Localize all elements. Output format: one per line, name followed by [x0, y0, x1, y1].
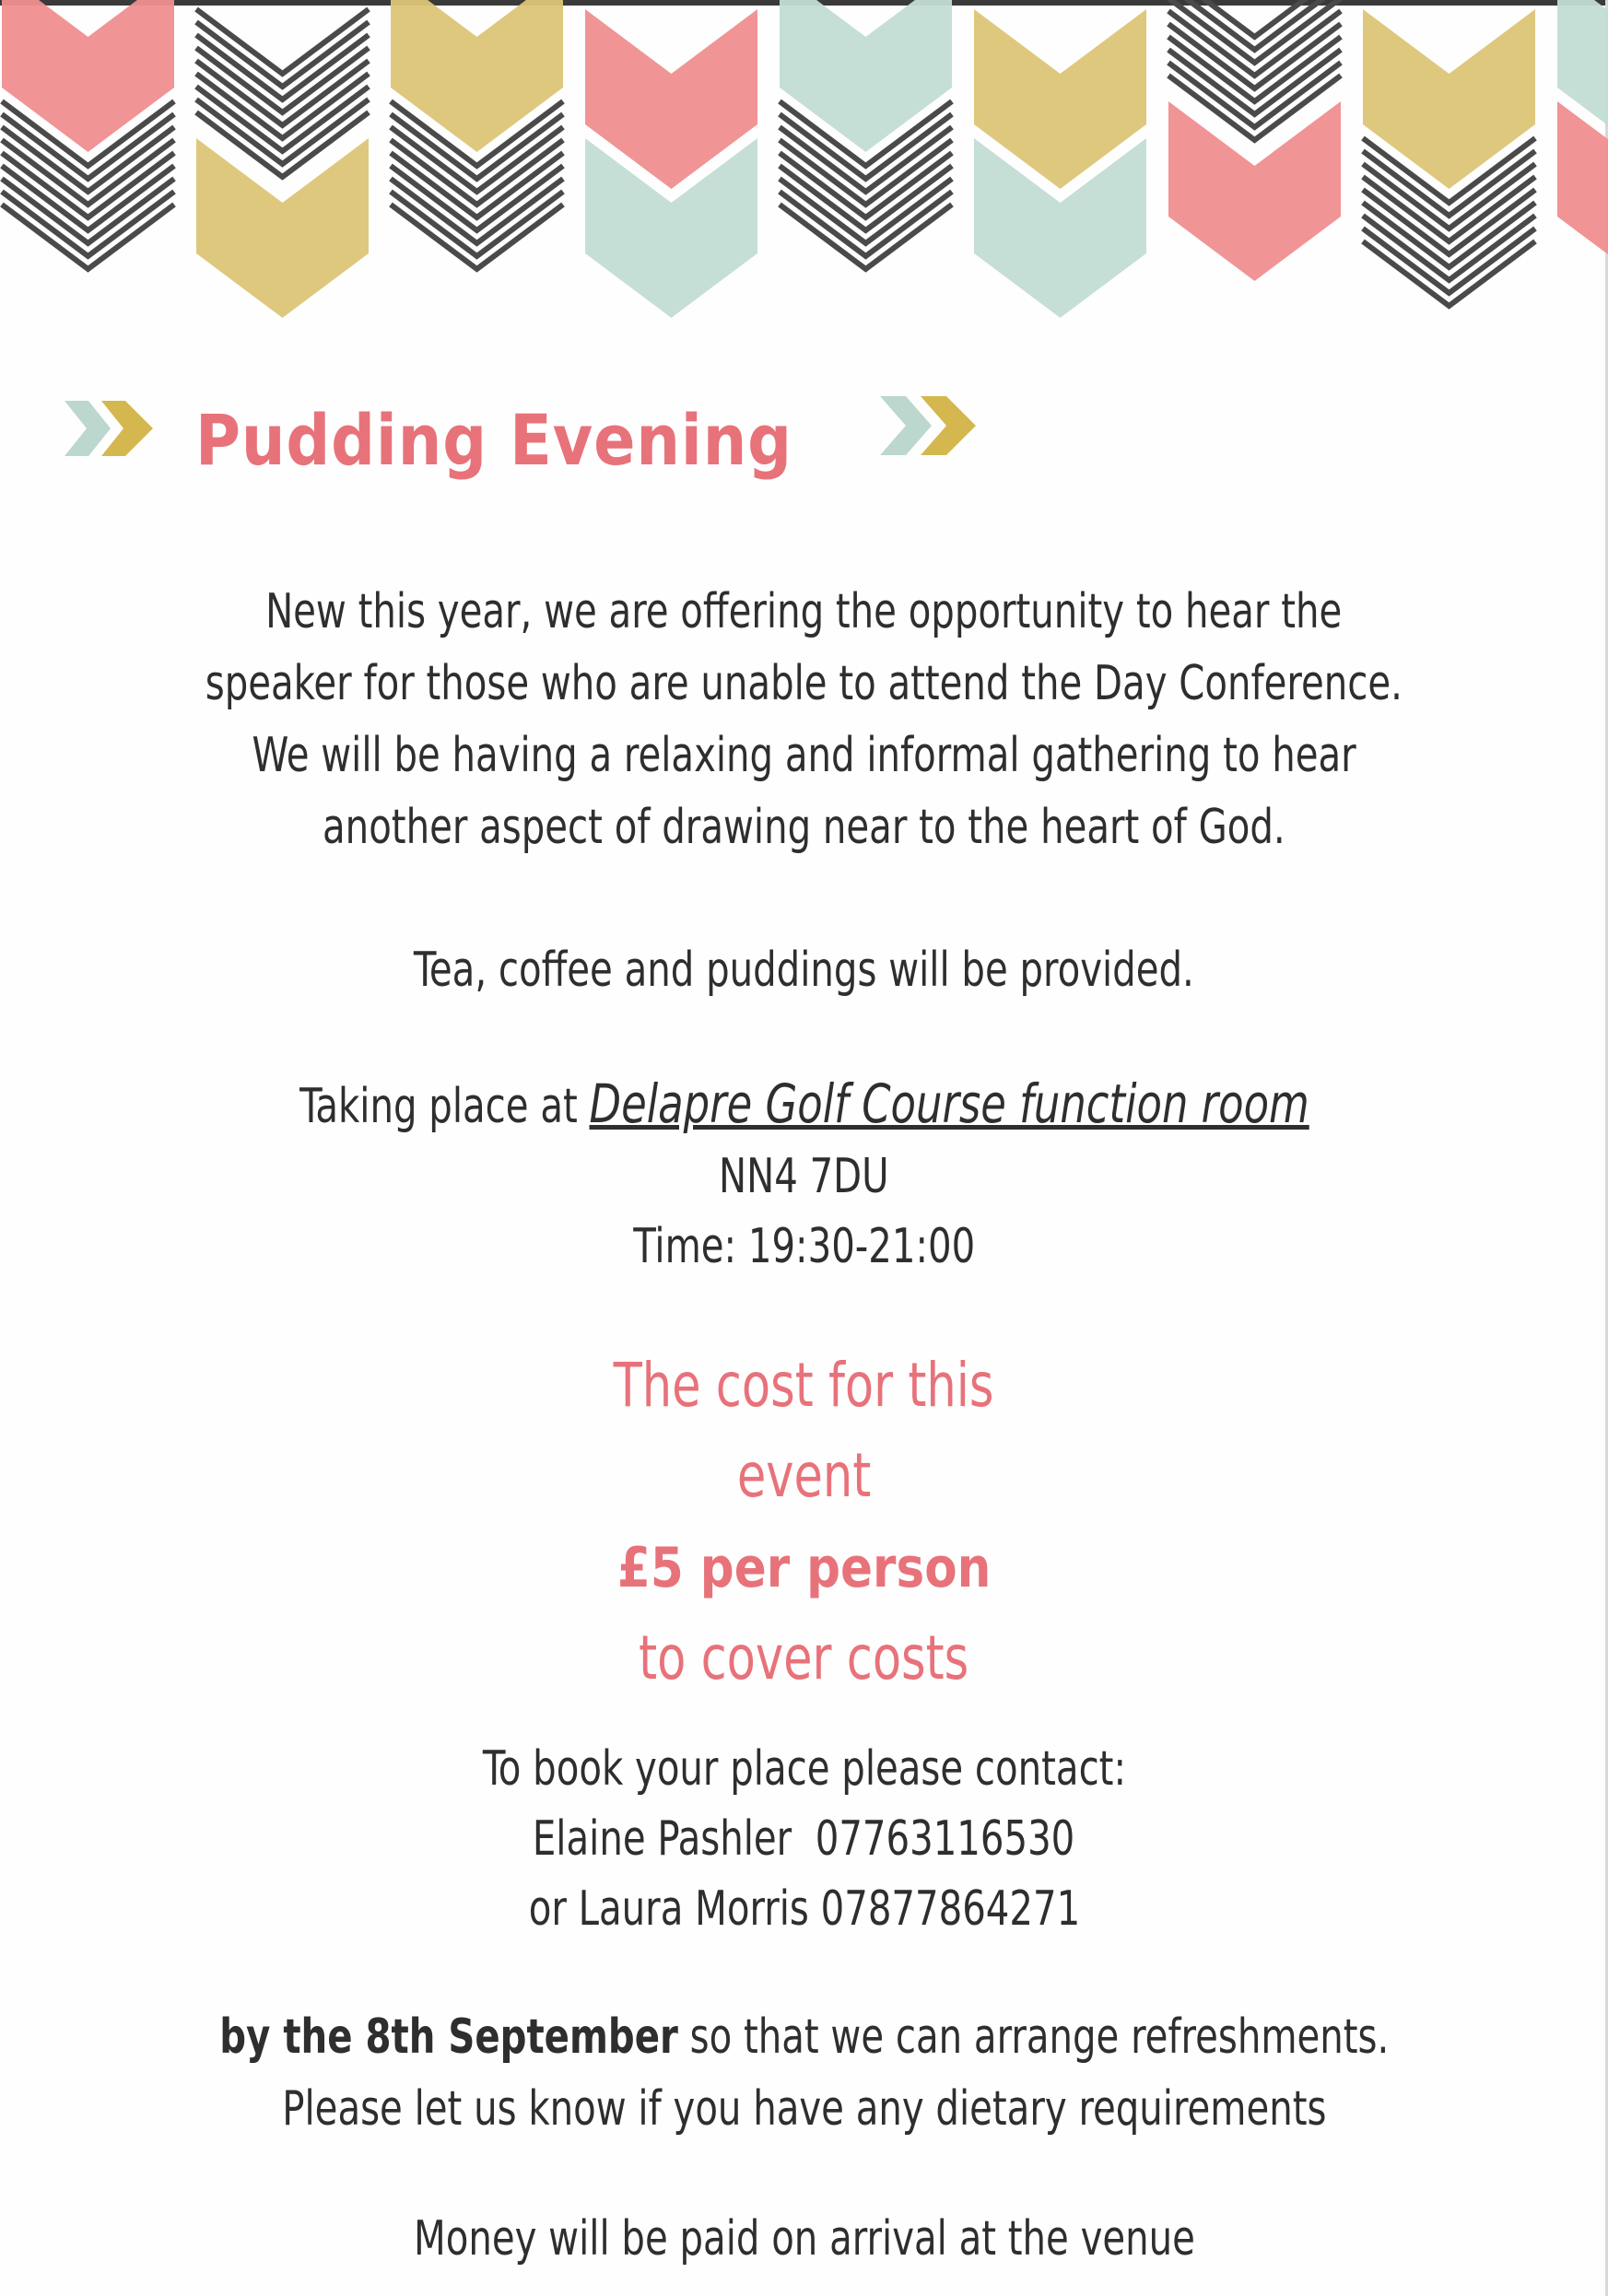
booking-heading: To book your place please contact:: [482, 1741, 1126, 1797]
venue-postcode: NN4 7DU: [719, 1149, 889, 1204]
mustard-chevron: [1363, 9, 1535, 189]
deadline-section: [0, 2001, 1608, 2145]
intro-line: New this year, we are offering the opportunity to hear the: [265, 584, 1343, 639]
intro-line: another aspect of drawing near to the heart of God.: [323, 800, 1285, 855]
payment-note: [0, 2207, 1608, 2271]
cost-line: The cost for this: [614, 1350, 994, 1421]
intro-line: We will be having a relaxing and informal gathering to hear: [252, 728, 1356, 783]
sage-chevron: [780, 0, 952, 152]
event-time: Time: 19:30-21:00: [632, 1219, 976, 1274]
double-chevron-icon: [65, 401, 157, 456]
refreshments-text: Tea, coffee and puddings will be provided.: [414, 943, 1194, 998]
booking-contact: Elaine Pashler 07763116530: [533, 1811, 1075, 1867]
refreshments-note: [0, 938, 1608, 1002]
double-chevron-icon: [880, 396, 981, 455]
deadline-date: by the 8th September: [218, 2009, 678, 2065]
dietary-note: Please let us know if you have any dietary requirements: [281, 2081, 1327, 2137]
striped-chevron: [196, 9, 369, 177]
intro-paragraph: [0, 576, 1608, 863]
booking-contacts: [0, 1734, 1608, 1944]
venue-name: Delapre Golf Course function room: [589, 1072, 1309, 1135]
intro-line: speaker for those who are unable to attend the Day Conference.: [205, 656, 1403, 711]
coral-chevron: [2, 0, 174, 152]
venue-prefix: Taking place at: [299, 1079, 590, 1134]
cost-section: [0, 1341, 1608, 1704]
coral-chevron: [1557, 101, 1608, 281]
chevron-bunting-pattern: [0, 0, 1608, 364]
venue-details: [0, 1069, 1608, 1282]
mustard-chevron: [391, 0, 563, 152]
booking-contact: or Laura Morris 07877864271: [528, 1881, 1080, 1937]
title-row: [0, 382, 1608, 493]
striped-chevron: [1168, 0, 1341, 140]
cost-line: to cover costs: [639, 1622, 969, 1693]
page-title: Pudding Evening: [195, 399, 792, 481]
cost-price: £5 per person: [616, 1536, 992, 1600]
deadline-text: so that we can arrange refreshments.: [677, 2009, 1390, 2065]
payment-text: Money will be paid on arrival at the venue: [413, 2211, 1195, 2267]
cost-line: event: [736, 1440, 872, 1511]
